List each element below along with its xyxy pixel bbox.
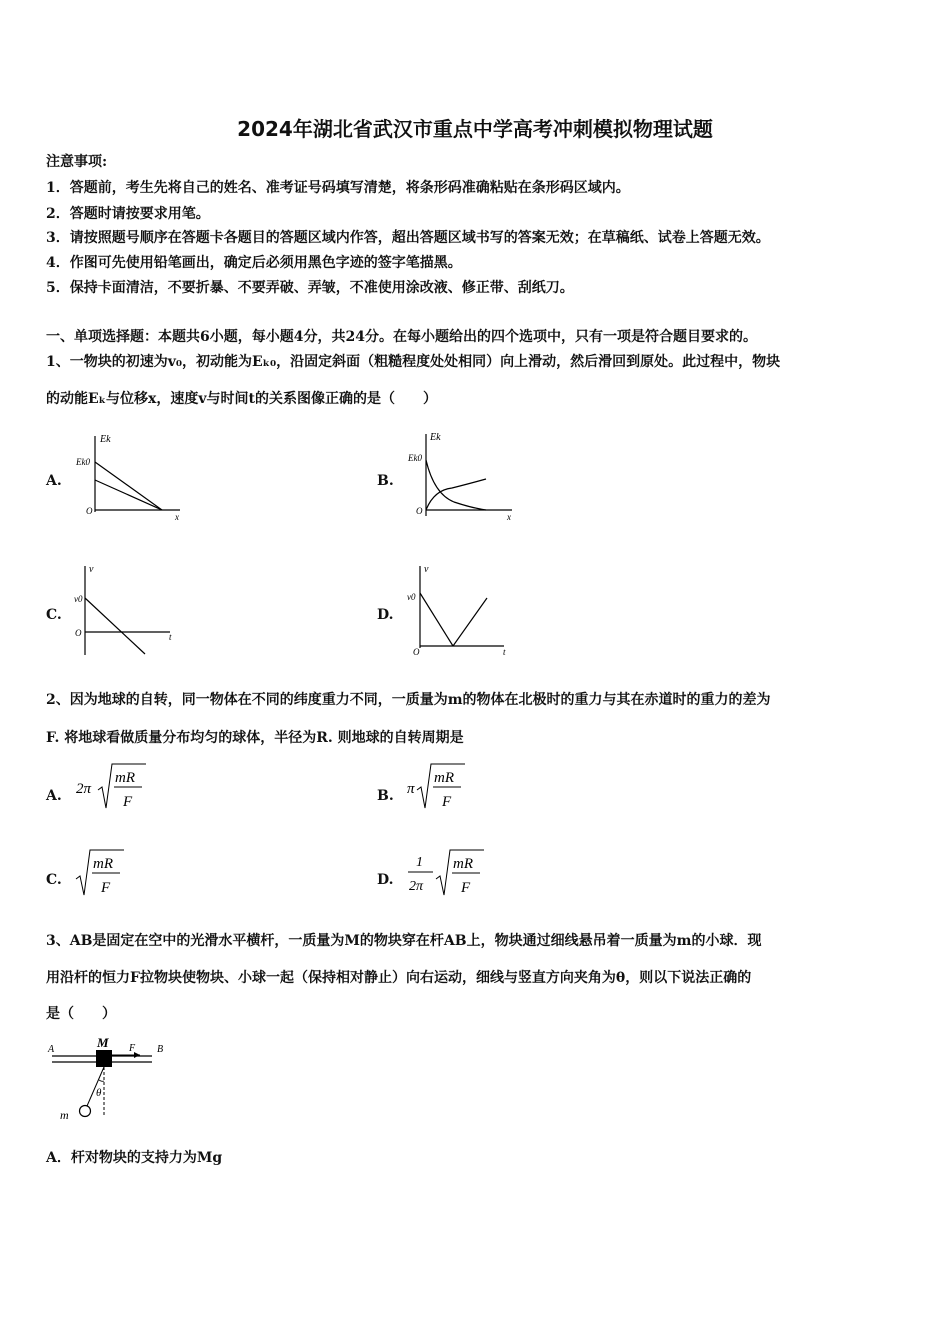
- svg-text:F: F: [101, 880, 111, 896]
- axis-label-v: v: [89, 564, 94, 575]
- origin-label: O: [416, 506, 423, 516]
- rod-block-diagram: [44, 1034, 174, 1124]
- question-3-option-a: A．杆对物块的支持力为Mg: [46, 1150, 223, 1166]
- graph-b: [404, 428, 524, 524]
- svg-text:F: F: [442, 794, 452, 810]
- notice-item: 4．作图可先使用铅笔画出，确定后必须用黑色字迹的签字笔描黑。: [46, 255, 462, 271]
- axis-label-t: t: [503, 647, 506, 656]
- formula-c: [74, 845, 134, 901]
- question-3-text: 3、AB是固定在空中的光滑水平横杆，一质量为M的物块穿在杆AB上，物块通过细线悬吊着一质量为m的小球．现: [46, 933, 762, 949]
- angle-label: θ: [96, 1087, 102, 1099]
- svg-text:F: F: [461, 880, 471, 896]
- question-2-text: 2、因为地球的自转，同一物体在不同的纬度重力不同，一质量为m的物体在北极时的重力与其在赤道时的重力的差为: [46, 692, 771, 708]
- option-label-c: C.: [46, 872, 62, 888]
- ball-label: m: [60, 1108, 69, 1122]
- question-3-text: 用沿杆的恒力F拉物块使物块、小球一起（保持相对静止）向右运动，细线与竖直方向夹角为θ，则以下说法正确的: [46, 970, 752, 986]
- svg-text:mR: mR: [453, 856, 473, 872]
- question-2-text: F. 将地球看做质量分布均匀的球体，半径为R. 则地球的自转周期是: [46, 730, 464, 746]
- tick-label-ek0: Ek0: [408, 453, 422, 463]
- axis-label-x: x: [507, 512, 511, 522]
- graph-a: [72, 428, 192, 524]
- notice-item: 1．答题前，考生先将自己的姓名、准考证号码填写清楚，将条形码准确粘贴在条形码区域内。: [46, 180, 630, 196]
- svg-text:π: π: [407, 781, 415, 797]
- svg-text:F: F: [123, 794, 133, 810]
- rod-end-label-b: B: [157, 1044, 164, 1055]
- svg-text:mR: mR: [434, 770, 454, 786]
- formula-d: [405, 845, 489, 901]
- svg-text:mR: mR: [93, 856, 113, 872]
- axis-label-t: t: [169, 632, 172, 642]
- notice-item: 3．请按照题号顺序在答题卡各题目的答题区域内作答，超出答题区域书写的答案无效；在草稿纸、试卷上答题无效。: [46, 230, 770, 246]
- option-label-a: A.: [46, 473, 62, 489]
- question-3-text: 是（ ）: [46, 1006, 116, 1022]
- question-1-text: 的动能Eₖ与位移x，速度v与时间t的关系图像正确的是（ ）: [46, 391, 437, 407]
- tick-label-v0: v0: [74, 594, 83, 604]
- section-heading: 一、单项选择题：本题共6小题，每小题4分，共24分。在每小题给出的四个选项中，只有一项是符合题目要求的。: [46, 329, 757, 345]
- formula-b: [405, 760, 485, 816]
- option-label-d: D.: [377, 607, 394, 623]
- axis-label-v: v: [424, 564, 429, 575]
- axis-label-ek: Ek: [430, 432, 441, 443]
- option-label-c: C.: [46, 607, 62, 623]
- block-label: M: [97, 1035, 109, 1050]
- formula-a: [74, 760, 154, 816]
- notice-item: 5．保持卡面清洁，不要折暴、不要弄破、弄皱，不准使用涂改液、修正带、刮纸刀。: [46, 280, 574, 296]
- rod-end-label-a: A: [48, 1044, 55, 1055]
- graph-c: [72, 560, 184, 656]
- axis-label-x: x: [175, 512, 179, 522]
- option-label-a: A.: [46, 788, 62, 804]
- option-label-b: B.: [377, 788, 394, 804]
- option-label-b: B.: [377, 473, 394, 489]
- svg-text:1: 1: [416, 855, 423, 870]
- question-1-text: 1、一物块的初速为v₀，初动能为Eₖ₀，沿固定斜面（粗糙程度处处相同）向上滑动，然后滑回到原处。此过程中，物块: [46, 354, 781, 370]
- notice-heading: 注意事项:: [46, 154, 108, 170]
- option-label-d: D.: [377, 872, 394, 888]
- svg-text:mR: mR: [115, 770, 135, 786]
- origin-label: O: [413, 647, 420, 656]
- origin-label: O: [86, 506, 93, 516]
- svg-text:2π: 2π: [76, 781, 92, 797]
- axis-label-ek: Ek: [100, 434, 111, 445]
- origin-label: O: [75, 628, 82, 638]
- page-title: 2024年湖北省武汉市重点中学高考冲刺模拟物理试题: [237, 117, 713, 141]
- tick-label-v0: v0: [407, 592, 416, 602]
- force-label: F: [129, 1043, 136, 1054]
- svg-text:2π: 2π: [409, 879, 424, 894]
- graph-d: [404, 560, 516, 656]
- notice-item: 2．答题时请按要求用笔。: [46, 206, 210, 222]
- tick-label-ek0: Ek0: [76, 457, 90, 467]
